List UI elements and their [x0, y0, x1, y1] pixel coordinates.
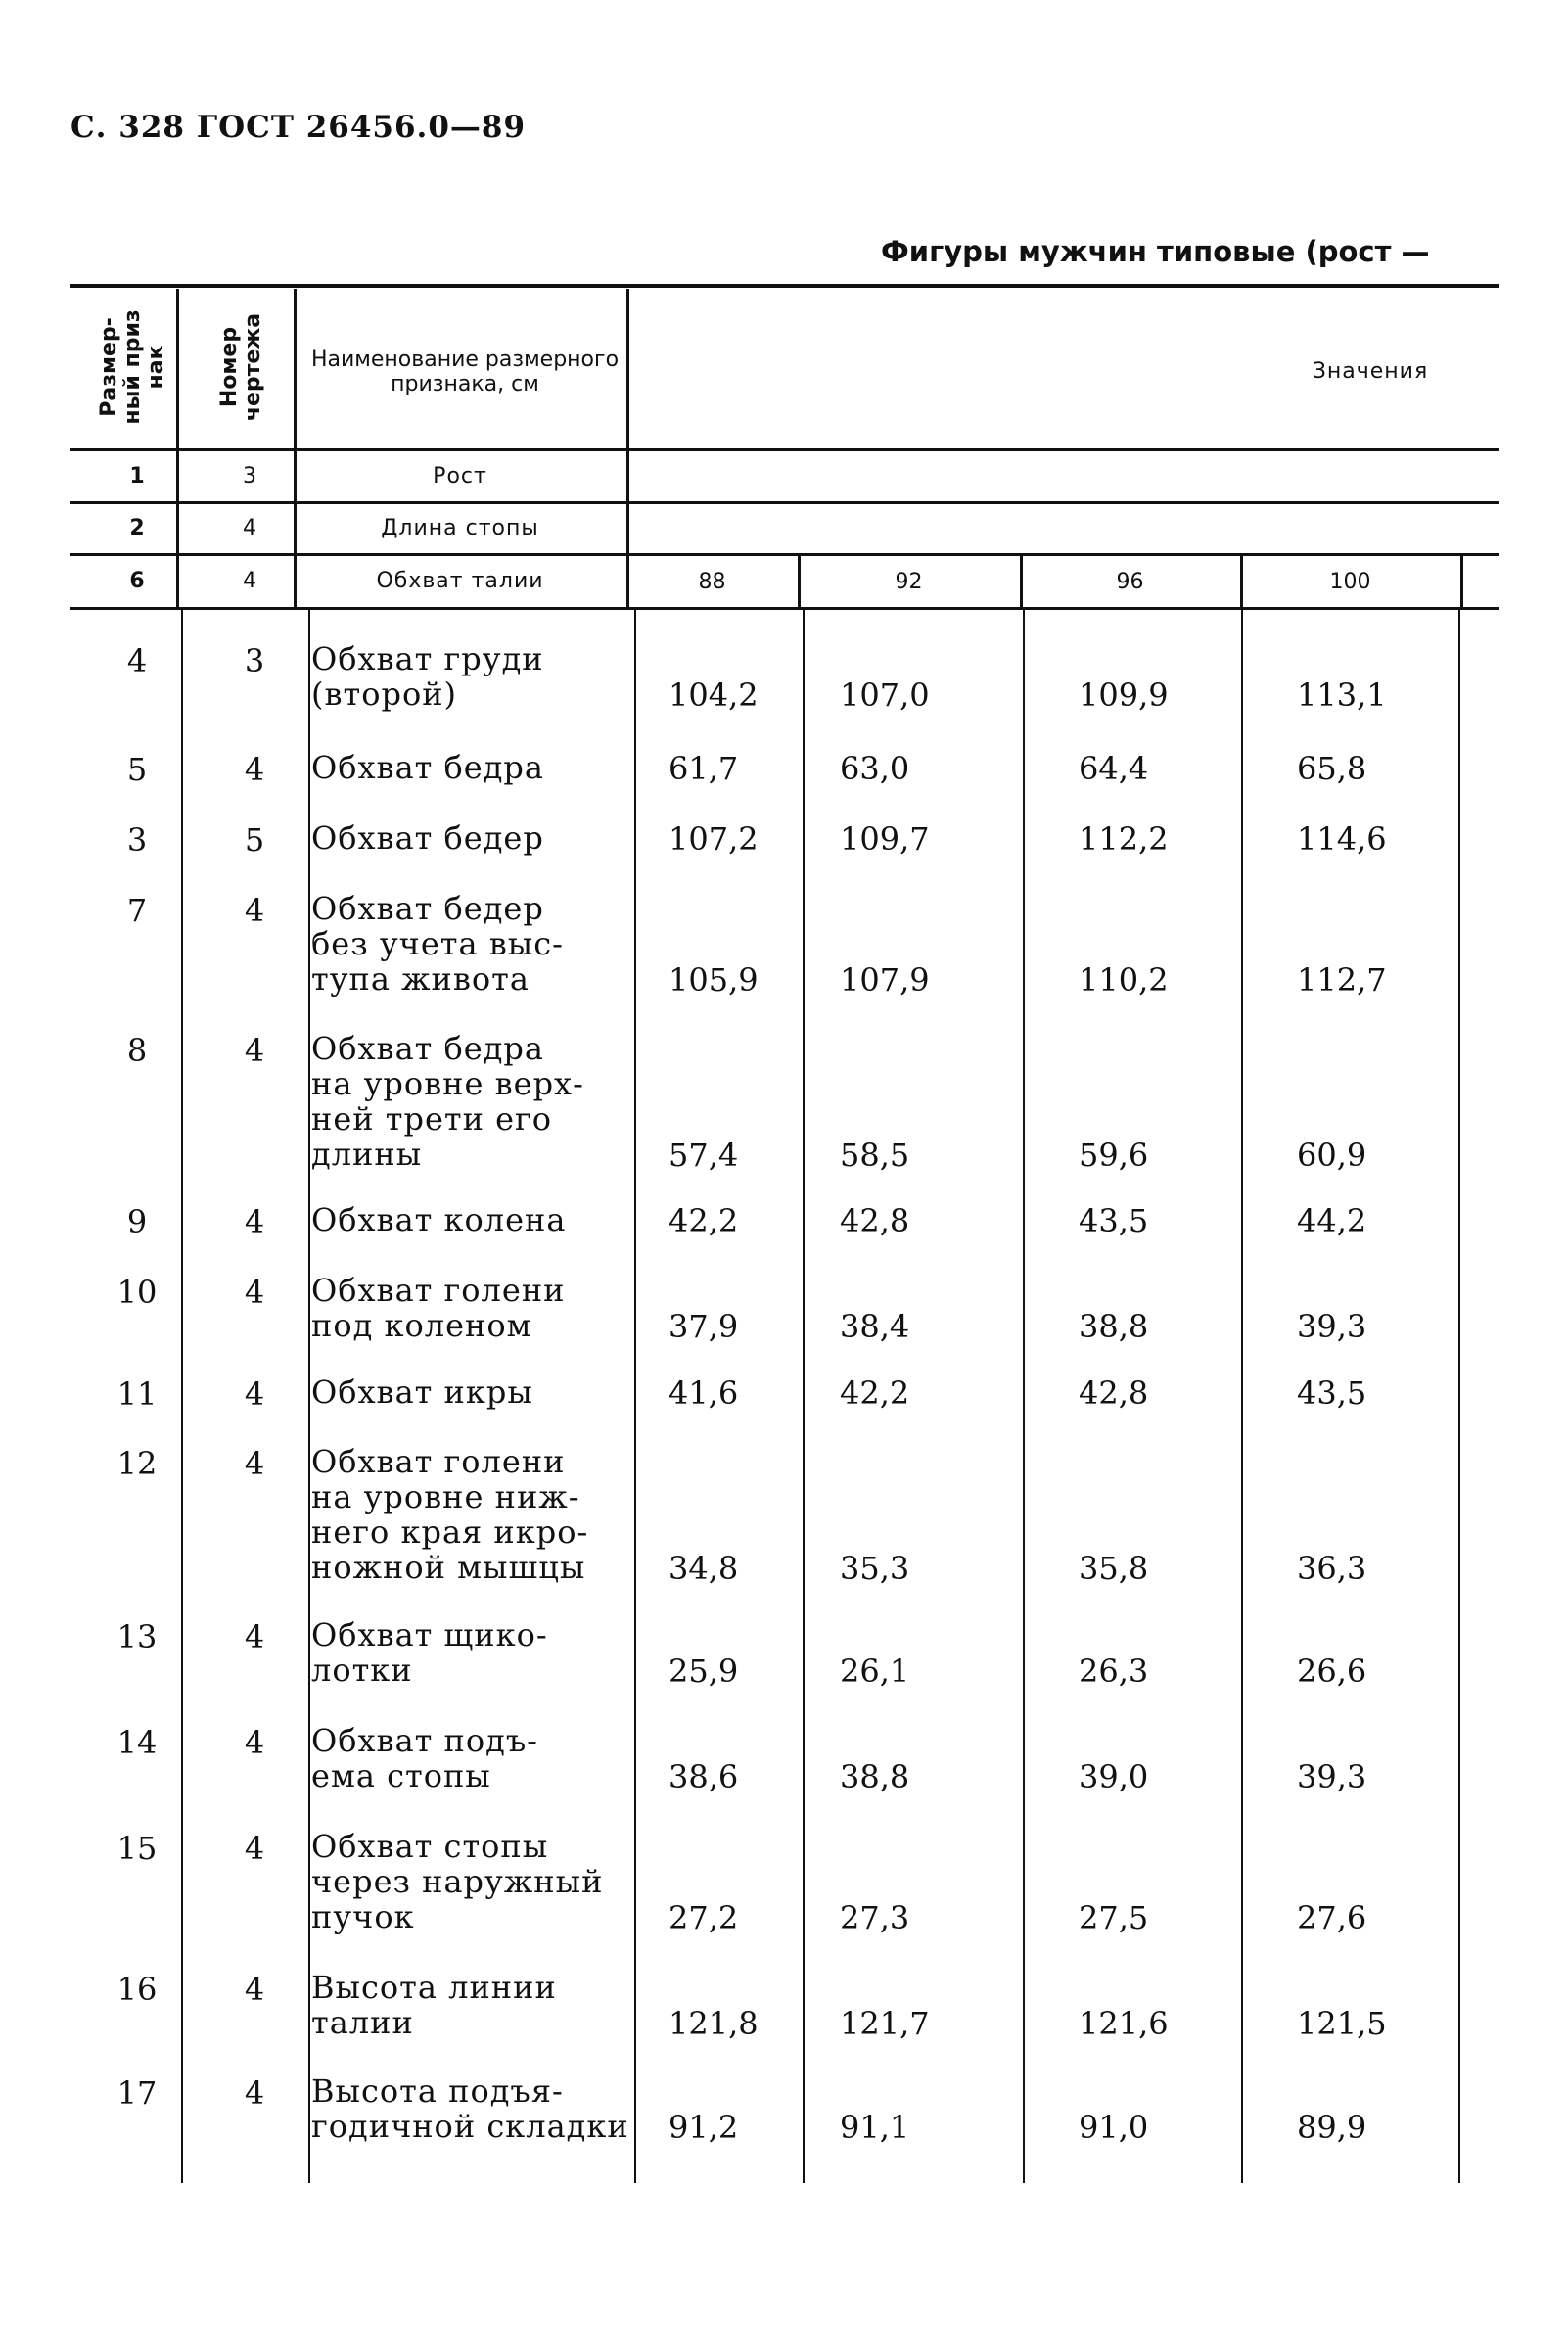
- row-attr: 14: [116, 1723, 158, 1761]
- row-value: 37,9: [669, 1308, 739, 1345]
- row-value: 63,0: [840, 750, 910, 787]
- row-value: 107,0: [840, 676, 930, 714]
- lead-row-name: Длина стопы: [381, 516, 539, 541]
- row-attr: 10: [116, 1273, 158, 1311]
- row-attr: 8: [126, 1031, 148, 1069]
- row-value: 38,8: [1079, 1308, 1149, 1345]
- row-value: 64,4: [1079, 750, 1149, 787]
- table-caption: Фигуры мужчин типовые (рост —: [881, 235, 1430, 268]
- row-value: 27,3: [840, 1899, 910, 1936]
- row-attr: 13: [116, 1617, 158, 1655]
- row-value: 26,6: [1297, 1652, 1367, 1690]
- lead-row-rule: [176, 504, 179, 553]
- waist-value: 88: [698, 570, 726, 595]
- row-name: Обхват бедер: [311, 819, 544, 857]
- lead-row-rule: [176, 556, 179, 607]
- row-value: 91,0: [1079, 2109, 1149, 2146]
- row-attr: 12: [116, 1444, 158, 1482]
- waist-value: 96: [1116, 570, 1144, 595]
- row-name: Обхват груди (второй): [311, 640, 544, 713]
- column-rule: [1458, 607, 1460, 2183]
- row-drawing: 4: [244, 1829, 265, 1867]
- lead-row-drawing: 3: [243, 463, 256, 488]
- row-value: 114,6: [1297, 820, 1387, 858]
- row-value: 112,2: [1079, 820, 1169, 858]
- row-attr: 15: [116, 1829, 158, 1867]
- row-value: 109,9: [1079, 676, 1169, 714]
- row-value: 57,4: [669, 1137, 739, 1174]
- waist-rule: [1460, 556, 1463, 607]
- lead-row-rule: [294, 504, 297, 553]
- row-name: Обхват щико- лотки: [311, 1616, 548, 1689]
- row-name: Обхват бедра: [311, 749, 544, 786]
- lead-row-drawing: 4: [243, 569, 256, 594]
- row-drawing: 3: [244, 641, 265, 679]
- row-drawing: 4: [244, 1444, 265, 1482]
- row-value: 107,2: [669, 820, 759, 858]
- row-name: Обхват голени под коленом: [311, 1272, 566, 1344]
- row-drawing: 4: [244, 1031, 265, 1069]
- row-value: 44,2: [1297, 1202, 1367, 1239]
- row-value: 121,8: [669, 2005, 759, 2042]
- row-value: 38,8: [840, 1758, 910, 1795]
- row-drawing: 4: [244, 2073, 265, 2112]
- row-value: 38,6: [669, 1758, 739, 1795]
- col-header-name: Наименование размерного признака, см: [310, 347, 620, 396]
- row-value: 61,7: [669, 750, 739, 787]
- waist-value: 100: [1329, 570, 1371, 595]
- row-value: 35,3: [840, 1550, 910, 1587]
- row-attr: 17: [116, 2073, 158, 2112]
- column-rule: [181, 607, 183, 2183]
- lead-row-rule: [626, 451, 629, 501]
- row-value: 25,9: [669, 1652, 739, 1690]
- row-value: 89,9: [1297, 2109, 1367, 2146]
- row-value: 91,1: [840, 2109, 910, 2146]
- column-rule: [803, 607, 805, 2183]
- row-name: Обхват голени на уровне ниж- него края икро- ножной мышцы: [311, 1443, 589, 1586]
- row-value: 39,3: [1297, 1758, 1367, 1795]
- row-attr: 9: [126, 1202, 148, 1240]
- row-name: Высота линии талии: [311, 1969, 557, 2041]
- row-value: 43,5: [1297, 1374, 1367, 1412]
- row-value: 42,2: [840, 1374, 910, 1412]
- row-value: 121,7: [840, 2005, 930, 2042]
- row-value: 36,3: [1297, 1550, 1367, 1587]
- row-attr: 3: [126, 820, 148, 859]
- column-rule: [634, 607, 636, 2183]
- row-value: 42,8: [1079, 1374, 1149, 1412]
- row-value: 27,6: [1297, 1899, 1367, 1936]
- row-value: 112,7: [1297, 961, 1387, 999]
- lead-row-name: Обхват талии: [376, 569, 544, 594]
- col-header-values: Значения: [1312, 359, 1429, 385]
- vrule-h-3: [626, 289, 629, 448]
- column-rule: [1023, 607, 1025, 2183]
- row-attr: 5: [126, 750, 148, 788]
- row-attr: 16: [116, 1970, 158, 2008]
- lead-row-drawing: 4: [243, 516, 256, 541]
- row-value: 38,4: [840, 1308, 910, 1345]
- row-value: 26,1: [840, 1652, 910, 1690]
- column-rule: [308, 607, 310, 2183]
- row-value: 105,9: [669, 961, 759, 999]
- lead-row-attr: 6: [129, 569, 145, 594]
- row-attr: 4: [126, 641, 148, 679]
- row-value: 42,8: [840, 1202, 910, 1239]
- vrule-h-1: [176, 289, 179, 448]
- row-value: 109,7: [840, 820, 930, 858]
- row-drawing: 4: [244, 1273, 265, 1311]
- row-name: Обхват стопы через наружный пучок: [311, 1828, 604, 1935]
- lead-row-rule: [294, 451, 297, 501]
- row-value: 65,8: [1297, 750, 1367, 787]
- row-drawing: 4: [244, 891, 265, 929]
- lead-row-attr: 2: [129, 516, 145, 541]
- row-drawing: 5: [244, 820, 265, 859]
- row-value: 43,5: [1079, 1202, 1149, 1239]
- row-value: 60,9: [1297, 1137, 1367, 1174]
- row-value: 27,5: [1079, 1899, 1149, 1936]
- lead-row-attr: 1: [129, 463, 145, 488]
- row-value: 107,9: [840, 961, 930, 999]
- row-drawing: 4: [244, 1374, 265, 1413]
- row-name: Обхват бедра на уровне верх- ней трети его длины: [311, 1030, 584, 1173]
- row-name: Высота подъя- годичной складки: [311, 2072, 629, 2145]
- row-value: 58,5: [840, 1137, 910, 1174]
- row-drawing: 4: [244, 1617, 265, 1655]
- waist-value: 92: [895, 570, 923, 595]
- row-drawing: 4: [244, 750, 265, 788]
- lead-row-name: Рост: [433, 463, 487, 488]
- lead-row-rule: [294, 556, 297, 607]
- vrule-h-2: [294, 289, 297, 448]
- rule-top: [70, 284, 1499, 288]
- row-name: Обхват икры: [311, 1373, 533, 1411]
- row-value: 39,0: [1079, 1758, 1149, 1795]
- row-attr: 11: [116, 1374, 158, 1413]
- row-value: 59,6: [1079, 1137, 1149, 1174]
- row-value: 26,3: [1079, 1652, 1149, 1690]
- lead-row-rule: [176, 451, 179, 501]
- lead-row-rule: [626, 504, 629, 553]
- row-name: Обхват бедер без учета выс- тупа живота: [311, 890, 564, 998]
- row-drawing: 4: [244, 1202, 265, 1240]
- row-name: Обхват колена: [311, 1201, 567, 1238]
- row-value: 35,8: [1079, 1550, 1149, 1587]
- row-value: 91,2: [669, 2109, 739, 2146]
- row-value: 121,5: [1297, 2005, 1387, 2042]
- row-value: 42,2: [669, 1202, 739, 1239]
- row-value: 110,2: [1079, 961, 1169, 999]
- row-attr: 7: [126, 891, 148, 929]
- page-header: С. 328 ГОСТ 26456.0—89: [70, 110, 527, 145]
- row-value: 27,2: [669, 1899, 739, 1936]
- row-value: 34,8: [669, 1550, 739, 1587]
- row-value: 39,3: [1297, 1308, 1367, 1345]
- row-name: Обхват подъ- ема стопы: [311, 1722, 538, 1794]
- row-value: 104,2: [669, 676, 759, 714]
- column-rule: [1241, 607, 1243, 2183]
- row-value: 41,6: [669, 1374, 739, 1412]
- col-header-drawing: Номер чертежа: [217, 312, 266, 422]
- col-header-attr: Размер- ный приз нак: [97, 309, 169, 425]
- row-drawing: 4: [244, 1723, 265, 1761]
- row-value: 113,1: [1297, 676, 1387, 714]
- row-drawing: 4: [244, 1970, 265, 2008]
- rule-row3-bottom: [70, 607, 1499, 610]
- row-value: 121,6: [1079, 2005, 1169, 2042]
